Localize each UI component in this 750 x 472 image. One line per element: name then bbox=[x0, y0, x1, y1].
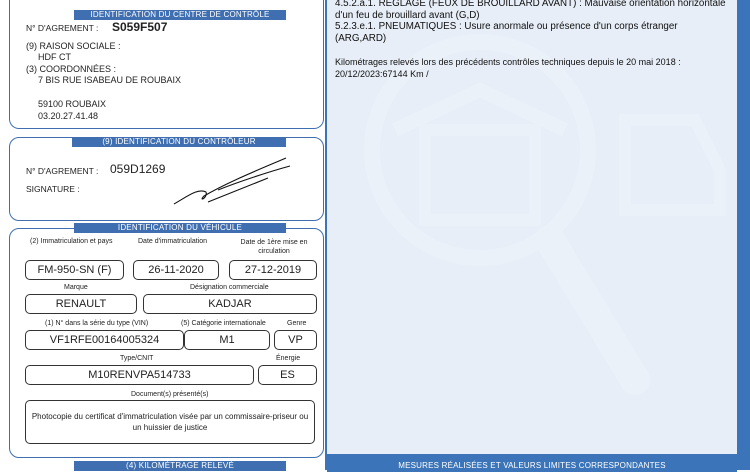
date-immat-value: 26-11-2020 bbox=[133, 260, 219, 280]
kilometrage-header: (4) KILOMÉTRAGE RELEVÉ bbox=[74, 461, 286, 471]
genre-value: VP bbox=[274, 330, 317, 350]
date-first-value: 27-12-2019 bbox=[229, 260, 317, 280]
vin-label: (1) N° dans la série du type (VIN) bbox=[45, 320, 149, 327]
centre-agrement-value: S059F507 bbox=[112, 20, 168, 34]
vehicule-header: IDENTIFICATION DU VÉHICULE bbox=[74, 223, 286, 233]
defects-area bbox=[325, 0, 750, 470]
controleur-agrement-value: 059D1269 bbox=[110, 162, 166, 176]
immat-label: (2) Immatriculation et pays bbox=[30, 238, 113, 245]
defect-line-4: (ARG,ARD) bbox=[335, 32, 387, 44]
marque-label: Marque bbox=[64, 284, 88, 291]
raison-value: HDF CT bbox=[38, 52, 71, 62]
immat-value: FM-950-SN (F) bbox=[25, 260, 124, 280]
signature-label: SIGNATURE : bbox=[26, 184, 80, 194]
designation-label: Désignation commerciale bbox=[190, 284, 269, 291]
energie-label: Énergie bbox=[276, 355, 301, 362]
energie-value: ES bbox=[258, 365, 317, 385]
cat-value: M1 bbox=[184, 330, 270, 350]
signature-icon bbox=[168, 152, 298, 212]
address-line-2: 59100 ROUBAIX bbox=[38, 99, 107, 109]
date-immat-label: Date d'immatriculation bbox=[138, 238, 208, 245]
phone: 03.20.27.41.48 bbox=[38, 111, 99, 121]
centre-header: IDENTIFICATION DU CENTRE DE CONTRÔLE bbox=[74, 10, 286, 20]
controleur-agrement-label: N° D'AGREMENT : bbox=[26, 166, 99, 176]
defect-line-2: d'un feu de brouillard avant (G,D) bbox=[335, 9, 480, 21]
marque-value: RENAULT bbox=[25, 294, 137, 314]
raison-label: (9) RAISON SOCIALE : bbox=[26, 41, 121, 51]
mesures-header: MESURES RÉALISÉES ET VALEURS LIMITES CORRESPONDANTES bbox=[327, 460, 737, 472]
cnit-label: Type/CNIT bbox=[120, 355, 154, 362]
vin-value: VF1RFE00164005324 bbox=[25, 330, 184, 350]
defect-line-1: 4.5.2.a.1. REGLAGE (FEUX DE BROUILLARD AVANT) : Mauvaise orientation horizontale bbox=[335, 0, 726, 9]
address-line-1: 7 BIS RUE ISABEAU DE ROUBAIX bbox=[38, 75, 182, 85]
designation-value: KADJAR bbox=[143, 294, 317, 314]
controleur-header: (9) IDENTIFICATION DU CONTRÔLEUR bbox=[72, 137, 286, 147]
defect-line-3: 5.2.3.e.1. PNEUMATIQUES : Usure anormale ou présence d'un corps étranger bbox=[335, 21, 678, 32]
centre-agrement-label: N° D'AGREMENT : bbox=[26, 23, 99, 33]
genre-label: Genre bbox=[287, 320, 307, 327]
km-history-line-2: 20/12/2023:67144 Km / bbox=[335, 68, 429, 79]
docs-label: Document(s) présenté(s) bbox=[131, 391, 209, 398]
docs-value: Photocopie du certificat d'immatriculation visée par un commissaire-priseur ou un huissier de justice bbox=[25, 400, 315, 444]
date-first-label: Date de 1ère mise en circulation bbox=[240, 239, 308, 255]
coord-label: (3) COORDONNÉES : bbox=[26, 64, 117, 74]
cnit-value: M10RENVPA514733 bbox=[25, 365, 254, 385]
cat-label: (5) Catégorie internationale bbox=[181, 320, 266, 327]
km-history-line-1: Kilométrages relevés lors des précédents contrôles techniques depuis le 20 mai 2018 : bbox=[335, 57, 681, 67]
